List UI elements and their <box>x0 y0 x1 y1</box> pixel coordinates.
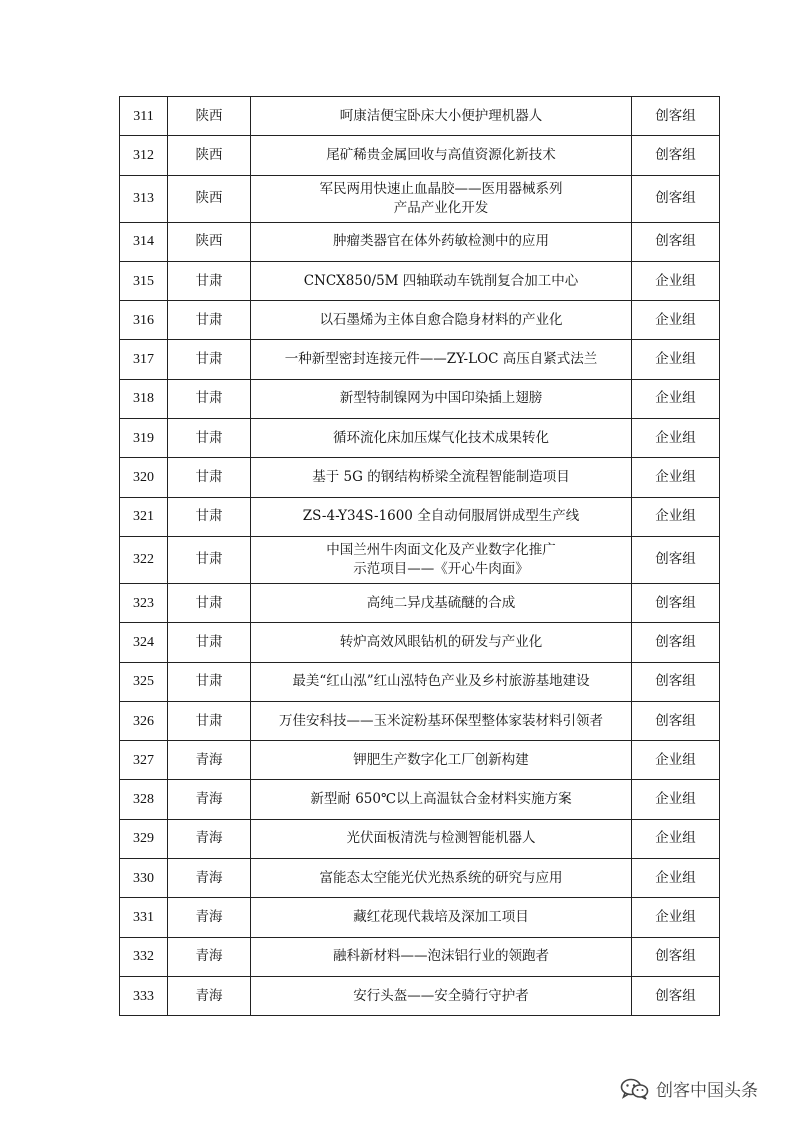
row-project-title: 呵康洁便宝卧床大小便护理机器人 <box>251 97 632 136</box>
row-province: 甘肃 <box>168 261 251 300</box>
row-number: 311 <box>120 97 168 136</box>
row-number: 332 <box>120 937 168 976</box>
row-number: 315 <box>120 261 168 300</box>
table-row <box>120 898 720 937</box>
row-province: 甘肃 <box>168 662 251 701</box>
row-number: 328 <box>120 780 168 819</box>
row-group: 创客组 <box>632 937 720 976</box>
row-province: 青海 <box>168 976 251 1015</box>
row-number: 333 <box>120 976 168 1015</box>
row-project-title: CNCX850/5M 四轴联动车铣削复合加工中心 <box>251 261 632 300</box>
row-project-title <box>251 175 632 222</box>
row-number: 322 <box>120 536 168 583</box>
table-row <box>120 136 720 175</box>
table-row <box>120 175 720 222</box>
row-group: 企业组 <box>632 340 720 379</box>
table-row <box>120 379 720 418</box>
table-row <box>120 419 720 458</box>
row-number: 318 <box>120 379 168 418</box>
row-number: 324 <box>120 623 168 662</box>
row-number: 321 <box>120 497 168 536</box>
row-group: 创客组 <box>632 583 720 622</box>
row-number: 325 <box>120 662 168 701</box>
row-province: 甘肃 <box>168 301 251 340</box>
table-row <box>120 340 720 379</box>
row-project-title: 富能态太空能光伏光热系统的研究与应用 <box>251 859 632 898</box>
row-province: 陕西 <box>168 175 251 222</box>
table-row <box>120 937 720 976</box>
row-province: 甘肃 <box>168 701 251 740</box>
row-group: 创客组 <box>632 536 720 583</box>
title-line: 军民两用快速止血晶胶——医用器械系列 <box>319 180 563 197</box>
row-project-title: 新型耐 650℃以上高温钛合金材料实施方案 <box>251 780 632 819</box>
table-row <box>120 536 720 583</box>
row-number: 317 <box>120 340 168 379</box>
row-province: 甘肃 <box>168 419 251 458</box>
row-project-title: 最美“红山泓”红山泓特色产业及乡村旅游基地建设 <box>251 662 632 701</box>
row-project-title: 万佳安科技——玉米淀粉基环保型整体家装材料引领者 <box>251 701 632 740</box>
title-line: 示范项目——《开心牛肉面》 <box>353 560 529 577</box>
table-row <box>120 97 720 136</box>
row-group: 企业组 <box>632 458 720 497</box>
row-province: 甘肃 <box>168 497 251 536</box>
row-number: 329 <box>120 819 168 858</box>
row-number: 323 <box>120 583 168 622</box>
row-province: 甘肃 <box>168 458 251 497</box>
table-row <box>120 222 720 261</box>
row-group: 创客组 <box>632 222 720 261</box>
row-project-title: 高纯二异戊基硫醚的合成 <box>251 583 632 622</box>
watermark-text: 创客中国头条 <box>656 1081 758 1101</box>
row-province: 甘肃 <box>168 340 251 379</box>
row-project-title: 肿瘤类器官在体外药敏检测中的应用 <box>251 222 632 261</box>
row-project-title: 融科新材料——泡沫铝行业的领跑者 <box>251 937 632 976</box>
row-province: 陕西 <box>168 222 251 261</box>
row-group: 创客组 <box>632 662 720 701</box>
table-row <box>120 859 720 898</box>
row-project-title: 安行头盔——安全骑行守护者 <box>251 976 632 1015</box>
row-project-title: ZS-4-Y34S-1600 全自动伺服屑饼成型生产线 <box>251 497 632 536</box>
table-row <box>120 458 720 497</box>
title-line: 产品产业化开发 <box>393 199 489 216</box>
watermark <box>620 1076 758 1101</box>
row-number: 313 <box>120 175 168 222</box>
row-group: 企业组 <box>632 301 720 340</box>
row-group: 创客组 <box>632 175 720 222</box>
row-number: 331 <box>120 898 168 937</box>
row-province: 青海 <box>168 741 251 780</box>
project-table <box>119 96 720 1016</box>
row-group: 企业组 <box>632 261 720 300</box>
table-row <box>120 623 720 662</box>
row-project-title: 藏红花现代栽培及深加工项目 <box>251 898 632 937</box>
row-project-title: 钾肥生产数字化工厂创新构建 <box>251 741 632 780</box>
row-number: 316 <box>120 301 168 340</box>
row-province: 甘肃 <box>168 583 251 622</box>
row-number: 326 <box>120 701 168 740</box>
row-group: 创客组 <box>632 976 720 1015</box>
row-group: 企业组 <box>632 859 720 898</box>
row-province: 陕西 <box>168 136 251 175</box>
row-province: 陕西 <box>168 97 251 136</box>
row-number: 319 <box>120 419 168 458</box>
row-province: 青海 <box>168 898 251 937</box>
row-project-title: 一种新型密封连接元件——ZY-LOC 高压自紧式法兰 <box>251 340 632 379</box>
table-row <box>120 301 720 340</box>
row-province: 青海 <box>168 819 251 858</box>
row-province: 甘肃 <box>168 623 251 662</box>
table-row <box>120 583 720 622</box>
table-row <box>120 662 720 701</box>
table-row <box>120 701 720 740</box>
table-row <box>120 497 720 536</box>
row-province: 青海 <box>168 780 251 819</box>
wechat-icon <box>620 1078 650 1100</box>
row-group: 创客组 <box>632 97 720 136</box>
row-group: 创客组 <box>632 701 720 740</box>
row-group: 企业组 <box>632 497 720 536</box>
row-project-title: 转炉高效风眼钻机的研发与产业化 <box>251 623 632 662</box>
title-line: 中国兰州牛肉面文化及产业数字化推广 <box>326 541 556 558</box>
table-row <box>120 780 720 819</box>
table-row <box>120 819 720 858</box>
row-number: 327 <box>120 741 168 780</box>
table-row <box>120 741 720 780</box>
row-group: 企业组 <box>632 379 720 418</box>
row-number: 320 <box>120 458 168 497</box>
row-province: 甘肃 <box>168 536 251 583</box>
row-province: 青海 <box>168 859 251 898</box>
row-group: 企业组 <box>632 419 720 458</box>
row-project-title: 尾矿稀贵金属回收与高值资源化新技术 <box>251 136 632 175</box>
row-group: 创客组 <box>632 623 720 662</box>
row-group: 企业组 <box>632 819 720 858</box>
table-body <box>120 97 720 1016</box>
row-group: 企业组 <box>632 741 720 780</box>
row-group: 企业组 <box>632 780 720 819</box>
row-project-title: 新型特制镍网为中国印染插上翅膀 <box>251 379 632 418</box>
table-row <box>120 261 720 300</box>
row-group: 创客组 <box>632 136 720 175</box>
row-number: 330 <box>120 859 168 898</box>
row-project-title <box>251 536 632 583</box>
row-number: 312 <box>120 136 168 175</box>
row-number: 314 <box>120 222 168 261</box>
table-row <box>120 976 720 1015</box>
row-province: 青海 <box>168 937 251 976</box>
row-project-title: 循环流化床加压煤气化技术成果转化 <box>251 419 632 458</box>
row-project-title: 以石墨烯为主体自愈合隐身材料的产业化 <box>251 301 632 340</box>
row-project-title: 光伏面板清洗与检测智能机器人 <box>251 819 632 858</box>
row-group: 企业组 <box>632 898 720 937</box>
row-province: 甘肃 <box>168 379 251 418</box>
row-project-title: 基于 5G 的钢结构桥梁全流程智能制造项目 <box>251 458 632 497</box>
